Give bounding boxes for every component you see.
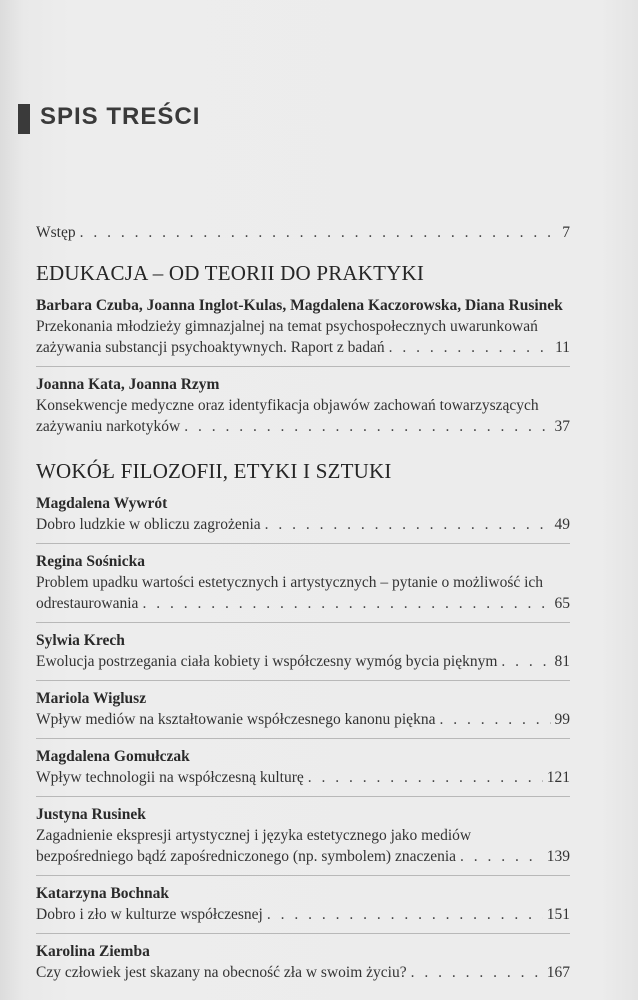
entry-page: 37 (554, 418, 570, 435)
entry-authors: Justyna Rusinek (36, 806, 146, 823)
section-title: EDUKACJA – OD TEORII DO PRAKTYKI (36, 261, 425, 285)
entry-title-last-line (36, 416, 570, 437)
toc-entry-intro (36, 222, 570, 243)
entry-page: 167 (546, 964, 570, 981)
leader-dots (411, 962, 543, 983)
entry-title: Wstęp (36, 224, 76, 241)
leader-dots (184, 416, 550, 437)
toc-entry (36, 884, 570, 925)
entry-divider (36, 738, 570, 739)
entry-authors: Sylwia Krech (36, 632, 125, 649)
section-title: WOKÓŁ FILOZOFII, ETYKI I SZTUKI (36, 459, 392, 483)
entry-divider (36, 543, 570, 544)
entry-title: zażywaniu narkotyków (36, 418, 181, 435)
entry-title-line: Problem upadku wartości estetycznych i artystycznych – pytanie o możliwość ich (36, 574, 544, 591)
entry-page: 99 (554, 711, 570, 728)
entry-page: 7 (562, 224, 570, 241)
entry-page: 151 (546, 906, 570, 923)
entry-title-last-line (36, 651, 570, 672)
entry-authors: Barbara Czuba, Joanna Inglot-Kulas, Magdalena Kaczorowska, Diana Rusinek (36, 297, 563, 314)
entry-authors: Mariola Wiglusz (36, 690, 147, 707)
entry-title-last-line (36, 337, 570, 358)
entry-title-last-line (36, 767, 570, 788)
entry-page: 139 (546, 848, 570, 865)
entry-authors: Katarzyna Bochnak (36, 885, 170, 902)
entry-page: 81 (554, 653, 570, 670)
toc-entry (36, 747, 570, 788)
entry-divider (36, 875, 570, 876)
toc-entry (36, 375, 570, 437)
entry-title: Ewolucja postrzegania ciała kobiety i współczesny wymóg bycia pięknym (36, 653, 498, 670)
entry-title-last-line (36, 709, 570, 730)
leader-dots (389, 337, 551, 358)
leader-dots (265, 514, 551, 535)
entry-title: Czy człowiek jest skazany na obecność zła w swoim życiu? (36, 964, 407, 981)
entry-page: 65 (554, 595, 570, 612)
entry-title: zażywania substancji psychoaktywnych. Raport z badań (36, 339, 385, 356)
entry-title-line: Konsekwencje medyczne oraz identyfikacja objawów zachowań towarzyszących (36, 397, 539, 414)
entry-title: Wpływ technologii na współczesną kulturę (36, 769, 304, 786)
leader-dots (142, 593, 550, 614)
entry-divider (36, 933, 570, 934)
entry-page: 49 (554, 516, 570, 533)
entry-divider (36, 622, 570, 623)
entry-title: Dobro i zło w kulturze współczesnej (36, 906, 263, 923)
entry-authors: Joanna Kata, Joanna Rzym (36, 376, 220, 393)
entry-divider (36, 366, 570, 367)
toc-entry (36, 805, 570, 867)
leader-dots (439, 709, 550, 730)
page-title: SPIS TREŚCI (40, 103, 201, 130)
leader-dots (267, 904, 543, 925)
entry-authors: Karolina Ziemba (36, 943, 150, 960)
entry-divider (36, 680, 570, 681)
toc-entry (36, 942, 570, 983)
entry-title: bezpośredniego bądź zapośredniczonego (np. symbolem) znaczenia (36, 848, 457, 865)
leader-dots (501, 651, 550, 672)
entry-page: 121 (546, 769, 570, 786)
entry-title: Wpływ mediów na kształtowanie współczesnego kanonu piękna (36, 711, 436, 728)
entry-title-last-line (36, 593, 570, 614)
entry-authors: Magdalena Wywrót (36, 495, 168, 512)
entry-page: 11 (555, 339, 570, 356)
heading-marker (18, 104, 30, 134)
entry-title: odrestaurowania (36, 595, 139, 612)
entry-authors: Regina Sośnicka (36, 553, 145, 570)
entry-title-line: Zagadnienie ekspresji artystycznej i języka estetycznego jako mediów (36, 827, 472, 844)
entry-authors: Magdalena Gomułczak (36, 748, 190, 765)
toc-entry (36, 296, 570, 358)
entry-title-line: Przekonania młodzieży gimnazjalnej na temat psychospołecznych uwarunkowań (36, 318, 538, 335)
leader-dots (80, 222, 559, 243)
entry-title-last-line (36, 514, 570, 535)
entry-title-last-line (36, 962, 570, 983)
toc-entry (36, 689, 570, 730)
entry-title: Dobro ludzkie w obliczu zagrożenia (36, 516, 261, 533)
toc-entry (36, 494, 570, 535)
leader-dots (460, 846, 543, 867)
entry-title-last-line (36, 904, 570, 925)
toc-entry (36, 552, 570, 614)
leader-dots (308, 767, 543, 788)
table-of-contents (36, 222, 570, 983)
toc-entry (36, 631, 570, 672)
entry-title-last-line (36, 846, 570, 867)
entry-divider (36, 796, 570, 797)
